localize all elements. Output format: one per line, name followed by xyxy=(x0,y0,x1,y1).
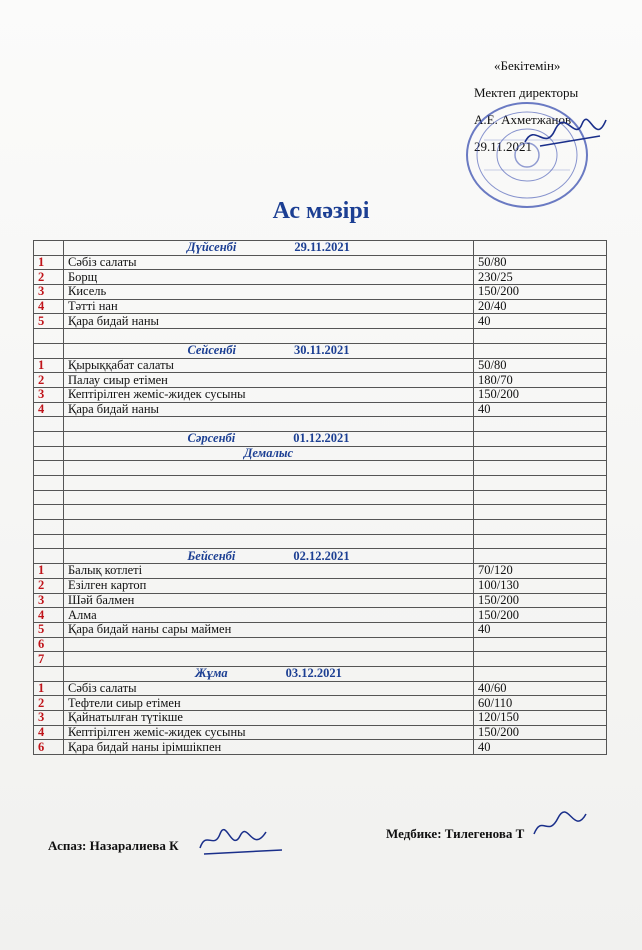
empty-cell xyxy=(474,461,607,476)
day-portion-cell xyxy=(474,431,607,446)
approval-position: Мектеп директоры xyxy=(474,85,579,100)
empty-cell xyxy=(64,417,474,432)
item-number: 1 xyxy=(34,681,64,696)
menu-item-row xyxy=(34,696,607,711)
menu-item-row xyxy=(34,358,607,373)
day-name: Сәрсенбі xyxy=(187,431,236,446)
menu-item-row xyxy=(34,725,607,740)
portion-value: 230/25 xyxy=(474,270,607,285)
menu-item-row xyxy=(34,608,607,623)
day-portion-cell xyxy=(474,343,607,358)
cook-signature-icon xyxy=(196,820,286,860)
day-portion-cell xyxy=(474,241,607,256)
item-number: 3 xyxy=(34,285,64,300)
dish-name xyxy=(64,637,474,652)
nurse-signature-icon xyxy=(530,808,590,844)
empty-row xyxy=(34,520,607,535)
empty-row xyxy=(34,329,607,344)
empty-cell xyxy=(64,520,474,535)
dish-name: Қара бидай наны сары маймен xyxy=(64,622,474,637)
empty-cell xyxy=(34,461,64,476)
dish-name xyxy=(64,652,474,667)
menu-item-row xyxy=(34,593,607,608)
empty-cell xyxy=(474,490,607,505)
empty-row xyxy=(34,476,607,491)
dish-name: Қара бидай наны xyxy=(64,402,474,417)
empty-row xyxy=(34,461,607,476)
day-portion-cell xyxy=(474,549,607,564)
portion-value: 150/200 xyxy=(474,725,607,740)
day-title-cell xyxy=(64,666,474,681)
dish-name: Кисель xyxy=(64,285,474,300)
menu-item-row xyxy=(34,681,607,696)
day-num-cell xyxy=(34,241,64,256)
empty-cell xyxy=(474,505,607,520)
empty-row xyxy=(34,534,607,549)
empty-cell xyxy=(64,329,474,344)
menu-item-row xyxy=(34,652,607,667)
portion-value: 150/200 xyxy=(474,608,607,623)
empty-cell xyxy=(34,490,64,505)
note-row xyxy=(34,446,607,461)
day-date: 03.12.2021 xyxy=(285,666,342,681)
item-number: 1 xyxy=(34,255,64,270)
empty-cell xyxy=(474,476,607,491)
dish-name: Тәтті нан xyxy=(64,299,474,314)
item-number: 4 xyxy=(34,299,64,314)
menu-table xyxy=(33,240,607,755)
item-number: 4 xyxy=(34,725,64,740)
empty-row xyxy=(34,490,607,505)
day-header-row xyxy=(34,666,607,681)
day-portion-cell xyxy=(474,666,607,681)
item-number: 4 xyxy=(34,402,64,417)
item-number: 2 xyxy=(34,578,64,593)
item-number: 3 xyxy=(34,387,64,402)
day-num-cell xyxy=(34,431,64,446)
dish-name: Қара бидай наны xyxy=(64,314,474,329)
day-date: 29.11.2021 xyxy=(294,240,350,255)
empty-cell xyxy=(474,417,607,432)
menu-item-row xyxy=(34,711,607,726)
portion-value xyxy=(474,637,607,652)
empty-cell xyxy=(34,534,64,549)
empty-cell xyxy=(474,520,607,535)
menu-item-row xyxy=(34,622,607,637)
portion-value: 20/40 xyxy=(474,299,607,314)
portion-value xyxy=(474,652,607,667)
dish-name: Борщ xyxy=(64,270,474,285)
empty-cell xyxy=(34,520,64,535)
empty-cell xyxy=(34,505,64,520)
menu-item-row xyxy=(34,387,607,402)
menu-item-row xyxy=(34,314,607,329)
item-number: 3 xyxy=(34,711,64,726)
menu-item-row xyxy=(34,740,607,755)
portion-value: 150/200 xyxy=(474,593,607,608)
portion-value: 40 xyxy=(474,622,607,637)
menu-item-row xyxy=(34,564,607,579)
item-number: 1 xyxy=(34,358,64,373)
approval-header: «Бекітемін» xyxy=(494,58,561,73)
portion-value: 40 xyxy=(474,314,607,329)
dish-name: Палау сиыр етімен xyxy=(64,373,474,388)
day-date: 30.11.2021 xyxy=(293,343,350,358)
approval-name: А.Е. Ахметжанов xyxy=(474,112,572,127)
dish-name: Сәбіз салаты xyxy=(64,255,474,270)
item-number: 4 xyxy=(34,608,64,623)
day-name: Дүйсенбі xyxy=(187,240,237,255)
empty-cell xyxy=(64,534,474,549)
empty-row xyxy=(34,417,607,432)
dish-name: Қырыққабат салаты xyxy=(64,358,474,373)
dish-name: Кептірілген жеміс-жидек сусыны xyxy=(64,387,474,402)
menu-item-row xyxy=(34,637,607,652)
nurse-signature-label: Медбике: Тилегенова Т xyxy=(386,826,525,841)
dish-name: Қара бидай наны ірімшікпен xyxy=(64,740,474,755)
day-num-cell xyxy=(34,666,64,681)
item-number: 2 xyxy=(34,373,64,388)
day-header-row xyxy=(34,431,607,446)
note-portion-cell xyxy=(474,446,607,461)
item-number: 7 xyxy=(34,652,64,667)
day-title-cell xyxy=(64,241,474,256)
day-name: Бейсенбі xyxy=(187,548,236,563)
portion-value: 180/70 xyxy=(474,373,607,388)
portion-value: 40 xyxy=(474,402,607,417)
portion-value: 50/80 xyxy=(474,358,607,373)
cook-signature-label: Аспаз: Назаралиева К xyxy=(48,838,179,853)
director-signature-icon xyxy=(520,112,610,156)
dish-name: Алма xyxy=(64,608,474,623)
dish-name: Кептірілген жеміс-жидек сусыны xyxy=(64,725,474,740)
dish-name: Езілген картоп xyxy=(64,578,474,593)
dish-name: Қайнатылған түтікше xyxy=(64,711,474,726)
menu-item-row xyxy=(34,578,607,593)
day-num-cell xyxy=(34,549,64,564)
item-number: 2 xyxy=(34,696,64,711)
day-header-row xyxy=(34,343,607,358)
day-name: Жұма xyxy=(195,666,228,681)
approval-date: 29.11.2021 xyxy=(474,139,533,154)
portion-value: 100/130 xyxy=(474,578,607,593)
empty-cell xyxy=(64,505,474,520)
menu-item-row xyxy=(34,299,607,314)
empty-cell xyxy=(64,490,474,505)
menu-item-row xyxy=(34,285,607,300)
empty-cell xyxy=(474,329,607,344)
empty-cell xyxy=(34,476,64,491)
item-number: 2 xyxy=(34,270,64,285)
item-number: 3 xyxy=(34,593,64,608)
menu-item-row xyxy=(34,402,607,417)
day-title-cell xyxy=(64,549,474,564)
empty-row xyxy=(34,505,607,520)
day-num-cell xyxy=(34,343,64,358)
portion-value: 60/110 xyxy=(474,696,607,711)
menu-item-row xyxy=(34,255,607,270)
empty-cell xyxy=(34,329,64,344)
empty-cell xyxy=(474,534,607,549)
empty-cell xyxy=(64,476,474,491)
empty-cell xyxy=(64,461,474,476)
day-title-cell xyxy=(64,343,474,358)
note-num-cell xyxy=(34,446,64,461)
dish-name: Тефтели сиыр етімен xyxy=(64,696,474,711)
day-note: Демалыс xyxy=(64,446,474,461)
day-name: Сейсенбі xyxy=(187,343,236,358)
dish-name: Сәбіз салаты xyxy=(64,681,474,696)
portion-value: 40/60 xyxy=(474,681,607,696)
item-number: 5 xyxy=(34,314,64,329)
dish-name: Шәй балмен xyxy=(64,593,474,608)
portion-value: 70/120 xyxy=(474,564,607,579)
day-title-cell xyxy=(64,431,474,446)
portion-value: 150/200 xyxy=(474,285,607,300)
item-number: 5 xyxy=(34,622,64,637)
item-number: 6 xyxy=(34,740,64,755)
empty-cell xyxy=(34,417,64,432)
item-number: 6 xyxy=(34,637,64,652)
menu-item-row xyxy=(34,373,607,388)
portion-value: 40 xyxy=(474,740,607,755)
day-header-row xyxy=(34,241,607,256)
dish-name: Балық котлеті xyxy=(64,564,474,579)
portion-value: 120/150 xyxy=(474,711,607,726)
menu-item-row xyxy=(34,270,607,285)
page-title: Ас мәзірі xyxy=(272,198,370,224)
portion-value: 150/200 xyxy=(474,387,607,402)
day-header-row xyxy=(34,549,607,564)
item-number: 1 xyxy=(34,564,64,579)
portion-value: 50/80 xyxy=(474,255,607,270)
day-date: 01.12.2021 xyxy=(293,431,350,446)
day-date: 02.12.2021 xyxy=(293,548,350,563)
